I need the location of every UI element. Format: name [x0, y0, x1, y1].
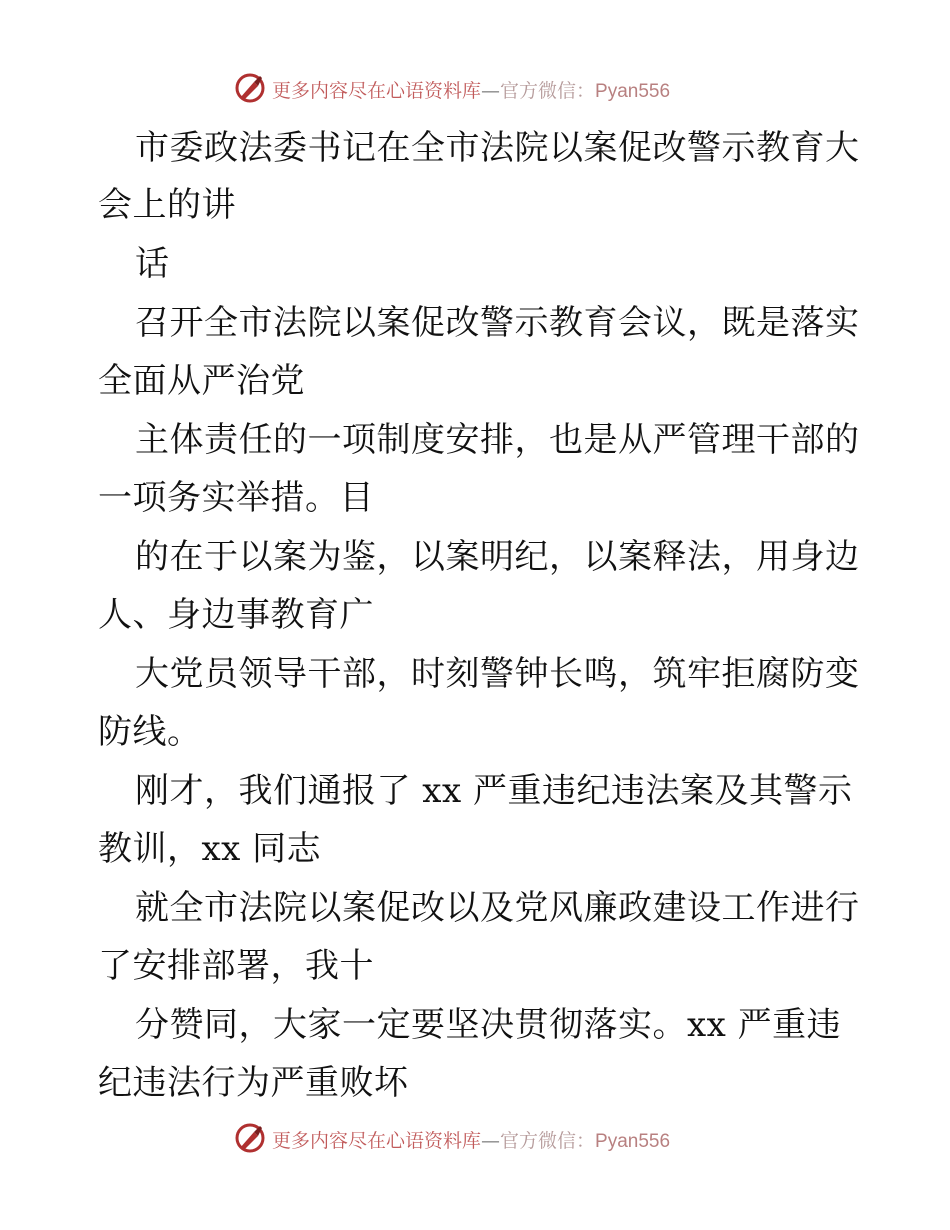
banner-lead: 更多内容尽在心语资料库 [272, 80, 482, 102]
banner-wechat-id: Pyan556 [595, 1131, 671, 1152]
paragraph-line: 了安排部署，我十 [98, 946, 374, 986]
header-banner [0, 70, 950, 110]
banner-dash: — [481, 1130, 501, 1152]
paragraph-line: 刚才，我们通报了 xx 严重违纪违法案及其警示 [135, 771, 853, 811]
paragraph-line: 的在于以案为鉴，以案明纪，以案释法，用身边 [135, 537, 860, 577]
pen-nib-seal-icon [234, 1122, 266, 1154]
paragraph-line: 主体责任的一项制度安排，也是从严管理干部的 [135, 420, 860, 460]
banner-wechat-label: 官方微信： [500, 1130, 596, 1152]
paragraph-line: 一项务实举措。目 [98, 478, 374, 518]
paragraph-line: 分赞同，大家一定要坚决贯彻落实。xx 严重违 [135, 1005, 842, 1045]
paragraph-line: 防线。 [98, 712, 202, 752]
paragraph-line: 教训，xx 同志 [98, 829, 322, 869]
paragraph-line: 大党员领导干部，时刻警钟长鸣，筑牢拒腐防变 [135, 654, 860, 694]
paragraph-line: 就全市法院以案促改以及党风廉政建设工作进行 [135, 888, 860, 928]
paragraph-line: 召开全市法院以案促改警示教育会议，既是落实 [135, 303, 860, 343]
banner-text [272, 1126, 670, 1153]
page-title-line-2: 会上的讲 [98, 185, 236, 225]
paragraph-line: 全面从严治党 [98, 361, 305, 401]
footer-banner [0, 1120, 950, 1160]
page-title-line-1: 市委政法委书记在全市法院以案促改警示教育大 [135, 128, 860, 168]
banner-text [272, 76, 670, 103]
banner-lead: 更多内容尽在心语资料库 [272, 1130, 482, 1152]
banner-wechat-label: 官方微信： [500, 80, 596, 102]
paragraph-line: 纪违法行为严重败坏 [98, 1063, 409, 1103]
banner-dash: — [481, 80, 501, 102]
banner-wechat-id: Pyan556 [595, 81, 671, 102]
pen-nib-seal-icon [234, 72, 266, 104]
paragraph-line: 人、身边事教育广 [98, 595, 374, 635]
page-title-line-3: 话 [135, 244, 170, 284]
